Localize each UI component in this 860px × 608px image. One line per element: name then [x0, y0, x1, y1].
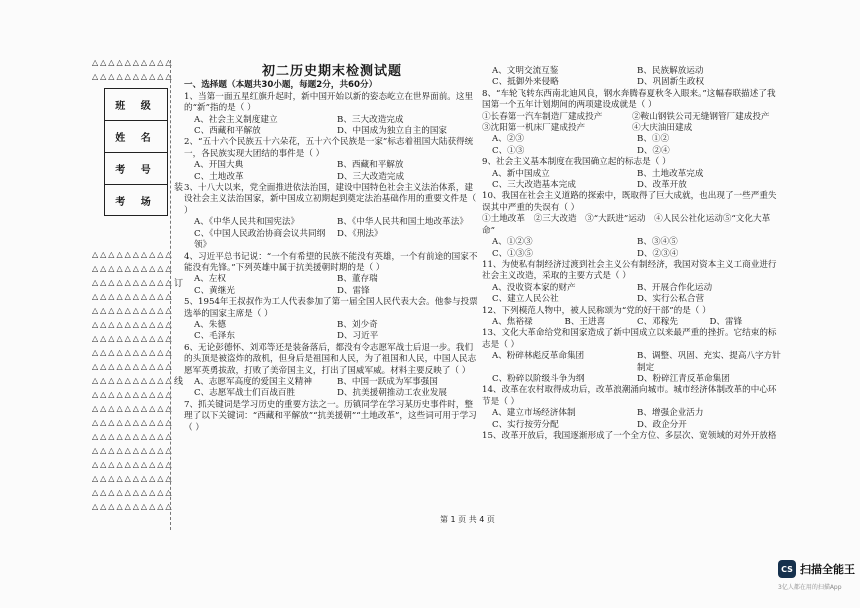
- question-6: 6、无论彭德怀、刘邓等还是装备落后，都没有令志愿军战士后退一步。我们的头顶是被盗炸的敌机，但身后是祖国和人民，为了祖国和人民，中国人民志愿军英勇拔敌，打败了美帝国主义，打出了国威军威。材料主要反映了（ ）: [184, 342, 477, 376]
- q2-option-d: D、三大改造完成: [337, 171, 405, 182]
- field-name: 姓 名: [105, 121, 167, 153]
- question-9: 9、社会主义基本制度在我国确立起的标志是（ ）: [482, 157, 671, 168]
- q7-option-b: B、民族解放运动: [637, 66, 704, 76]
- question-12: 12、下列模范人物中，被人民称颂为“党的好干部”的是（ ）: [482, 305, 711, 316]
- q1-option-d: D、中国成为独立自主的国家: [337, 126, 448, 137]
- q1-option-c: C、西藏和平解放: [194, 126, 261, 137]
- q2-option-a: A、开国大典: [194, 160, 244, 171]
- exam-title: 初二历史期末检测试题: [261, 64, 402, 79]
- q4-option-d: D、雷锋: [337, 285, 370, 296]
- q8-option-b: B、①②: [637, 134, 670, 145]
- page-number: 第 1 页 共 4 页: [440, 515, 495, 524]
- q12-option-b: B、王进喜: [564, 316, 606, 327]
- q7-option-c: C、抵御外来侵略: [492, 77, 559, 88]
- q12-option-c: C、邓稼先: [637, 316, 678, 327]
- q7-option-a: A、文明交流互鉴: [492, 66, 559, 76]
- q11-option-b: B、开展合作化运动: [637, 282, 713, 293]
- margin-triangles-bottom: △△△△△△△△△△ △△△△△△△△△△ △△△△△△△△△△ △△△△△△△△△△ △△△△△△△△△△ △△△△△△△△△△ △△△△△△△△△△ △△△△△△△△△△ △△△△△△△△△△ △△△△△△△△△△ △△△△△△△△△△ △△△△△△△△△△ △△△△△△△△△△ △△△△△△△△△△ △△△△△△△△△△ △△△△△△△△△△ △△△△△△△△△△ △△△△△△△△△△ △△△△△△△△△△: [92, 250, 174, 511]
- brand-name: 扫描全能王: [800, 563, 855, 576]
- question-14: 14、改革在农村取得成功后，改革浪潮涌向城市。城市经济体制改革的中心环节是（ ）: [482, 385, 777, 407]
- q8-option-a: A、②③: [492, 134, 524, 145]
- q6-option-a: A、志愿军高度的爱国主义精神: [194, 376, 312, 387]
- q8-item-2: ②鞍山钢铁公司无缝钢管厂建成投产: [632, 111, 770, 122]
- q9-option-a: A、新中国成立: [492, 168, 550, 179]
- q8-option-c: C、①③: [492, 145, 525, 156]
- q14-option-d: D、政企分开: [637, 419, 687, 430]
- q5-option-d: D、习近平: [337, 331, 379, 342]
- question-7: 7、抓关键词是学习历史的重要方法之一。历镇同学在学习某历史事件时，整理了以下关键词：“西藏和平解放”“抗美援朝”“土地改革”，这些词可用于学习（ ）: [184, 399, 477, 433]
- q14-option-b: B、增强企业活力: [637, 408, 704, 419]
- question-1: 1、当第一面五星红旗升起时，新中国开始以新的姿态屹立在世界面前。这里的“新”指的是（ ）: [184, 91, 474, 114]
- q13-option-b: B、调整、巩固、充实、提高八字方针制定: [637, 351, 781, 373]
- q14-option-a: A、建立市场经济体制: [492, 408, 576, 419]
- q8-item-1: ①长春第一汽车制造厂建成投产: [482, 111, 603, 122]
- field-exam-number: 考 号: [105, 153, 167, 185]
- q9-option-d: D、改革开放: [637, 180, 687, 191]
- q4-option-b: B、董存瑞: [337, 274, 378, 285]
- q12-option-d: D、雷锋: [709, 316, 743, 327]
- tag-ding: 订: [174, 279, 184, 289]
- q7-option-d: D、巩固新生政权: [637, 77, 705, 88]
- question-3: 3、十八大以来，党全面推进依法治国，建设中国特色社会主义法治体系，建设社会主义法治国家，新中国成立初期起到奠定法治基础作用的重要文件是（ ）: [184, 183, 477, 216]
- q9-option-c: C、三大改造基本完成: [492, 180, 576, 191]
- student-info-box: [104, 88, 168, 216]
- margin-triangles-top: △△△△△△△△△△ △△△△△△△△△△: [92, 58, 174, 81]
- tag-zhuang: 装: [174, 183, 184, 193]
- q11-option-c: C、建立人民公社: [492, 294, 559, 305]
- question-4: 4、习近平总书记说：“一个有希望的民族不能没有英雄，一个有前途的国家不能没有先锋。”下列英雄中属于抗美援朝时期的是（ ）: [184, 251, 478, 273]
- question-2: 2、“五十六个民族五十六朵花，五十六个民族是一家”标志着祖国大陆获得统一，各民族实现大团结的事件是（ ）: [184, 137, 474, 159]
- q5-option-b: B、刘少奇: [337, 319, 378, 330]
- q6-option-b: B、中国一跃成为军事强国: [337, 376, 438, 387]
- scanner-watermark: [778, 560, 855, 578]
- q8-item-3: ③沈阳第一机床厂建成投产: [482, 123, 586, 134]
- q3-option-d: D、《刑法》: [337, 228, 383, 239]
- q4-option-a: A、左权: [194, 274, 226, 285]
- q1-option-a: A、社会主义制度建立: [194, 114, 278, 125]
- q6-option-d: D、抗美援朝推动工农业发展: [337, 388, 448, 399]
- q8-option-d: D、②④: [637, 145, 670, 156]
- brand-tagline: 3亿人都在用的扫描App: [778, 584, 842, 591]
- camscanner-logo-icon: CS: [778, 560, 796, 578]
- q11-option-d: D、实行公私合营: [637, 294, 705, 305]
- field-exam-room: 考 场: [115, 197, 157, 208]
- question-13: 13、文化大革命给党和国家造成了新中国成立以来最严重的挫折。它结束的标志是（ ）: [482, 328, 777, 350]
- q10-option-c: C、①③⑤: [492, 248, 533, 259]
- right-column: [482, 66, 782, 442]
- q5-option-c: C、毛泽东: [194, 331, 235, 342]
- q11-option-a: A、没收资本家的财产: [492, 282, 576, 293]
- q6-option-c: C、志愿军战士们百战百胜: [194, 388, 296, 399]
- field-class: 班 级: [105, 89, 167, 121]
- tag-xian: 线: [174, 377, 184, 387]
- q2-option-c: C、土地改革: [194, 171, 244, 182]
- q10-option-b: B、③④⑤: [637, 237, 678, 248]
- q13-option-a: A、粉碎林彪反革命集团: [492, 351, 585, 362]
- q10-items: ①土地改革 ②三大改造 ③“大跃进”运动 ④人民公社化运动⑤“文化大革命”: [482, 214, 771, 236]
- q9-option-b: B、土地改革完成: [637, 168, 704, 179]
- q12-option-a: A、焦裕禄: [492, 316, 533, 327]
- q13-option-d: D、粉碎江青反革命集团: [637, 373, 730, 384]
- q13-option-c: C、粉碎以阶级斗争为纲: [492, 373, 585, 384]
- question-8: 8、“车轮飞转东西南北迪风良，钢水奔腾春夏秋冬入眼来。”这幅春联描述了我国第一个五年计划期间的两项建设成就是（ ）: [482, 88, 776, 111]
- section-heading: 一、选择题（本题共30小题，每题2分，共60分）: [184, 80, 378, 91]
- question-10: 10、我国在社会主义道路的探索中，既取得了巨大成就，也出现了一些严重失误其中严重的失误有（ ）: [482, 191, 777, 213]
- q10-option-d: D、②③④: [637, 248, 679, 259]
- q3-option-a: A、《中华人民共和国宪法》: [194, 217, 300, 228]
- q10-option-a: A、①②③: [492, 237, 533, 248]
- binding-line: [170, 60, 171, 530]
- q4-option-c: C、黄继光: [194, 285, 235, 296]
- q3-option-c: C、《中国人民政治协商会议共同纲领》: [194, 228, 326, 251]
- q8-item-4: ④大庆油田建成: [632, 123, 693, 134]
- question-5: 5、1954年王叔叔作为工人代表参加了第一届全国人民代表大会。他参与投票选举的国家主席是（ ）: [184, 297, 478, 319]
- q1-option-b: B、三大改造完成: [337, 114, 404, 125]
- question-11: 11、为使私有制经济过渡到社会主义公有制经济，我国对资本主义工商业进行社会主义改造，采取的主要方式是（ ）: [482, 259, 777, 282]
- q3-option-b: B、《中华人民共和国土地改革法》: [337, 217, 468, 228]
- q14-option-c: C、实行按劳分配: [492, 419, 559, 430]
- left-column: [184, 66, 480, 434]
- q2-option-b: B、西藏和平解放: [337, 160, 404, 171]
- q5-option-a: A、朱德: [194, 319, 226, 330]
- question-15: 15、改革开放后，我国逐渐形成了一个全方位、多层次、宽领域的对外开放格: [482, 431, 777, 441]
